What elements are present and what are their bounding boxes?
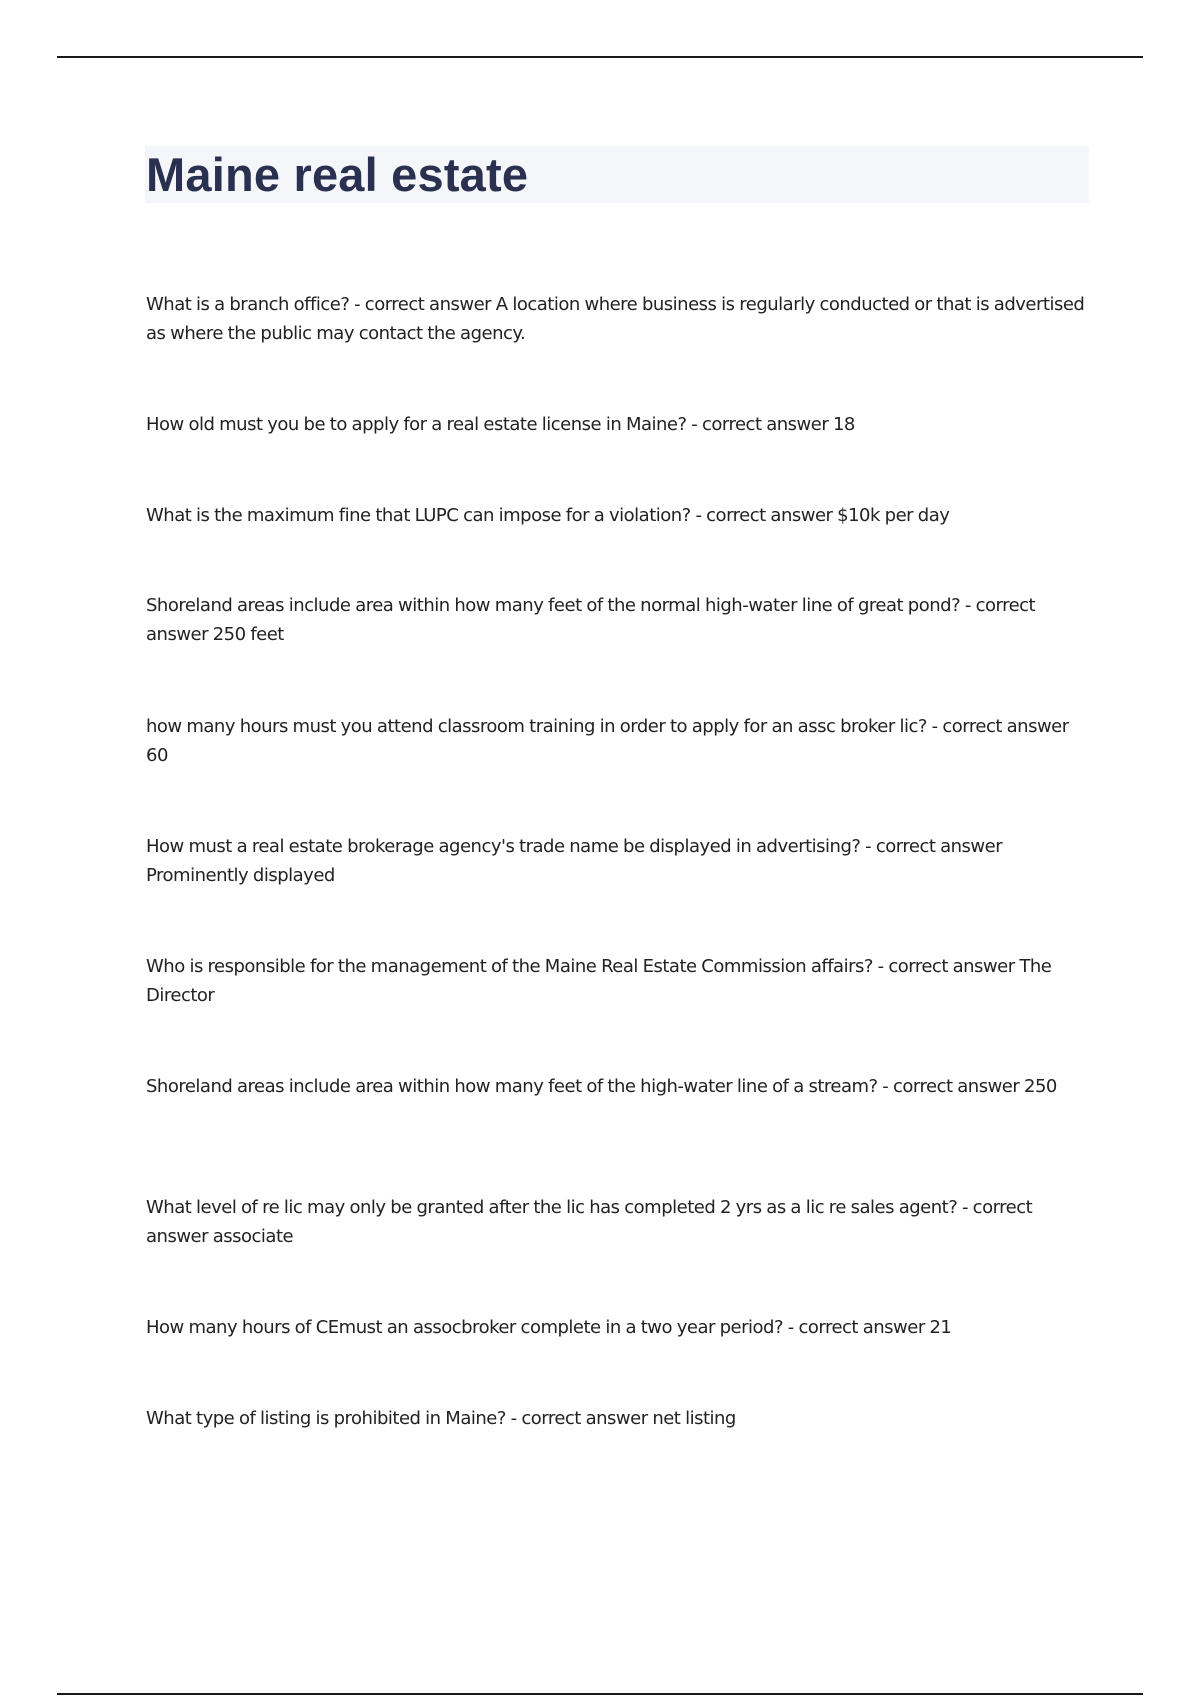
qa-item: How many hours of CEmust an assocbroker complete in a two year period? - correct answer 21 — [146, 1317, 952, 1338]
bottom-rule — [57, 1693, 1143, 1695]
qa-item: Who is responsible for the management of the Maine Real Estate Commission affairs? - correct answer The Director — [146, 956, 1052, 1006]
qa-item: How must a real estate brokerage agency's trade name be displayed in advertising? - correct answer Prominently displayed — [146, 836, 1003, 886]
qa-item: How old must you be to apply for a real estate license in Maine? - correct answer 18 — [146, 414, 855, 435]
document-title: Maine real estate — [146, 148, 529, 201]
qa-item: What level of re lic may only be granted after the lic has completed 2 yrs as a lic re sales agent? - correct answer associate — [146, 1197, 1033, 1247]
qa-item: What is a branch office? - correct answer A location where business is regularly conducted or that is advertised as where the public may contact the agency. — [146, 294, 1085, 344]
qa-item: Shoreland areas include area within how many feet of the normal high-water line of great pond? - correct answer 250 feet — [146, 595, 1036, 645]
top-rule — [57, 56, 1143, 58]
qa-item: What type of listing is prohibited in Maine? - correct answer net listing — [146, 1408, 736, 1429]
qa-item: What is the maximum fine that LUPC can impose for a violation? - correct answer $10k per day — [146, 505, 950, 526]
qa-item: how many hours must you attend classroom training in order to apply for an assc broker lic? - correct answer 60 — [146, 716, 1069, 766]
qa-item: Shoreland areas include area within how many feet of the high-water line of a stream? - correct answer 250 — [146, 1076, 1057, 1097]
